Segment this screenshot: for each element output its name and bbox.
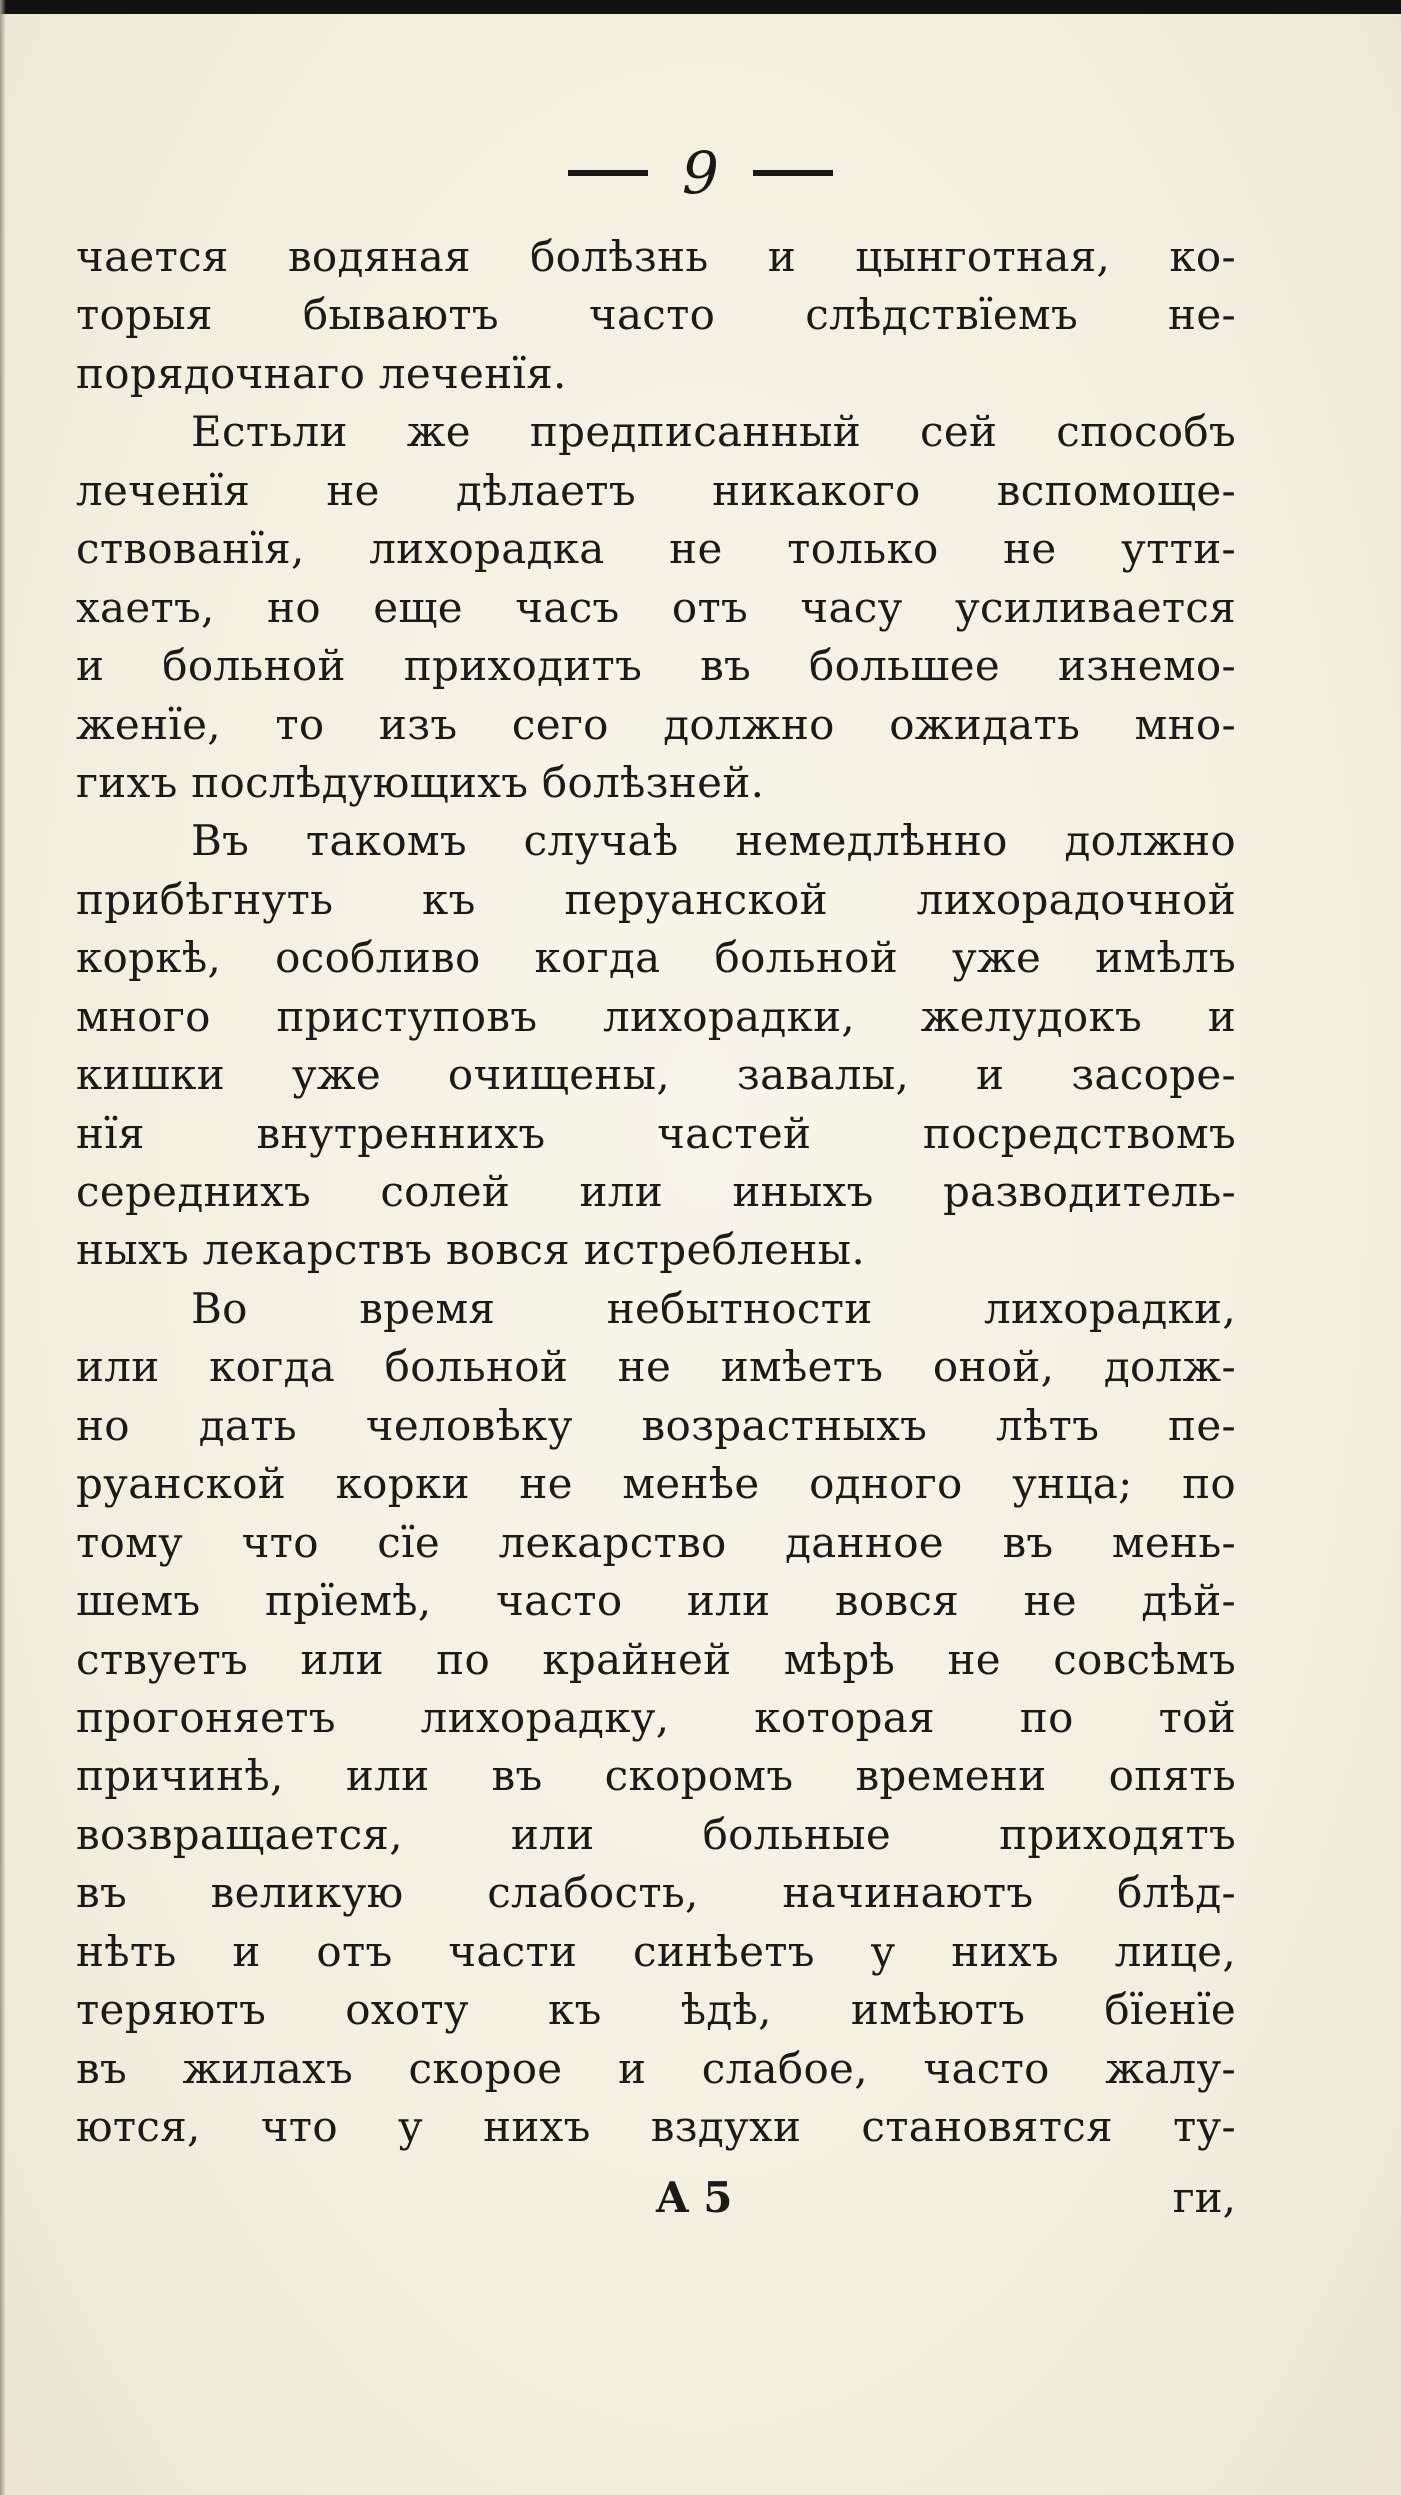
text-line: порядочнаго леченїя.: [76, 348, 567, 398]
text-line: Во время небытности лихорадки,: [191, 1283, 1236, 1333]
text-line: середнихъ солей или иныхъ разводитель-: [76, 1167, 1236, 1216]
page-header: [0, 128, 1401, 218]
text-line: ствованїя, лихорадка не только не утти-: [76, 524, 1236, 574]
text-line: чается водяная болѣзнь и цынготная, ко-: [76, 232, 1236, 281]
header-dash-right: [753, 170, 833, 176]
text-line: прибѣгнуть къ перуанской лихорадочной: [76, 874, 1236, 924]
text-line: хаетъ, но еще часъ отъ часу усиливается: [76, 582, 1236, 632]
text-line: въ жилахъ скорое и слабое, часто жалу-: [76, 2043, 1236, 2093]
text-line: тому что сїе лекарство данное въ мень-: [76, 1517, 1236, 1567]
text-line: торыя бываютъ часто слѣдствїемъ не-: [76, 290, 1236, 340]
scan-left-edge-shadow: [0, 0, 6, 2495]
text-line: ныхъ лекарствъ вовся истреблены.: [76, 1225, 865, 1275]
text-line: прогоняетъ лихорадку, которая по той: [76, 1692, 1236, 1742]
catchword: ги,: [1172, 2173, 1236, 2222]
text-line: ствуетъ или по крайней мѣрѣ не совсѣмъ: [76, 1634, 1236, 1684]
page-number: 9: [682, 139, 719, 207]
signature-mark: A 5: [656, 2173, 733, 2222]
page-footer: [76, 2168, 1236, 2228]
text-line: женїе, то изъ сего должно ожидать мно-: [76, 699, 1236, 749]
text-line: теряютъ охоту къ ѣдѣ, имѣютъ бїенїе: [76, 1985, 1236, 2035]
text-line: возвращается, или больные приходятъ: [76, 1809, 1236, 1859]
text-line: шемъ прїемѣ, часто или вовся не дѣй-: [76, 1576, 1236, 1626]
text-line: нѣть и отъ части синѣетъ у нихъ лице,: [76, 1926, 1236, 1976]
text-line: причинѣ, или въ скоромъ времени опять: [76, 1751, 1236, 1801]
text-line: Естьли же предписанный сей способъ: [191, 407, 1236, 457]
text-line: много приступовъ лихорадки, желудокъ и: [76, 991, 1236, 1041]
text-line: гихъ послѣдующихъ болѣзней.: [76, 757, 765, 807]
text-line: леченїя не дѣлаетъ никакого вспомоще-: [76, 465, 1236, 515]
text-line: Въ такомъ случаѣ немедлѣнно должно: [191, 816, 1236, 866]
text-line: и больной приходитъ въ большее изнемо-: [76, 641, 1236, 691]
text-line: въ великую слабость, начинаютъ блѣд-: [76, 1868, 1236, 1918]
text-line: коркѣ, особливо когда больной уже имѣлъ: [76, 933, 1236, 983]
text-line: или когда больной не имѣетъ оной, долж-: [76, 1342, 1236, 1392]
text-line: но дать человѣку возрастныхъ лѣтъ пе-: [76, 1400, 1236, 1450]
text-line: нїя внутреннихъ частей посредствомъ: [76, 1108, 1236, 1158]
header-dash-left: [568, 170, 648, 176]
body-text: [76, 228, 1236, 2156]
scan-top-edge: [0, 0, 1401, 14]
text-line: кишки уже очищены, завалы, и засоре-: [76, 1050, 1236, 1100]
text-line: руанской корки не менѣе одного унца; по: [76, 1459, 1236, 1509]
text-line: ются, что у нихъ вздухи становятся ту-: [76, 2102, 1236, 2151]
